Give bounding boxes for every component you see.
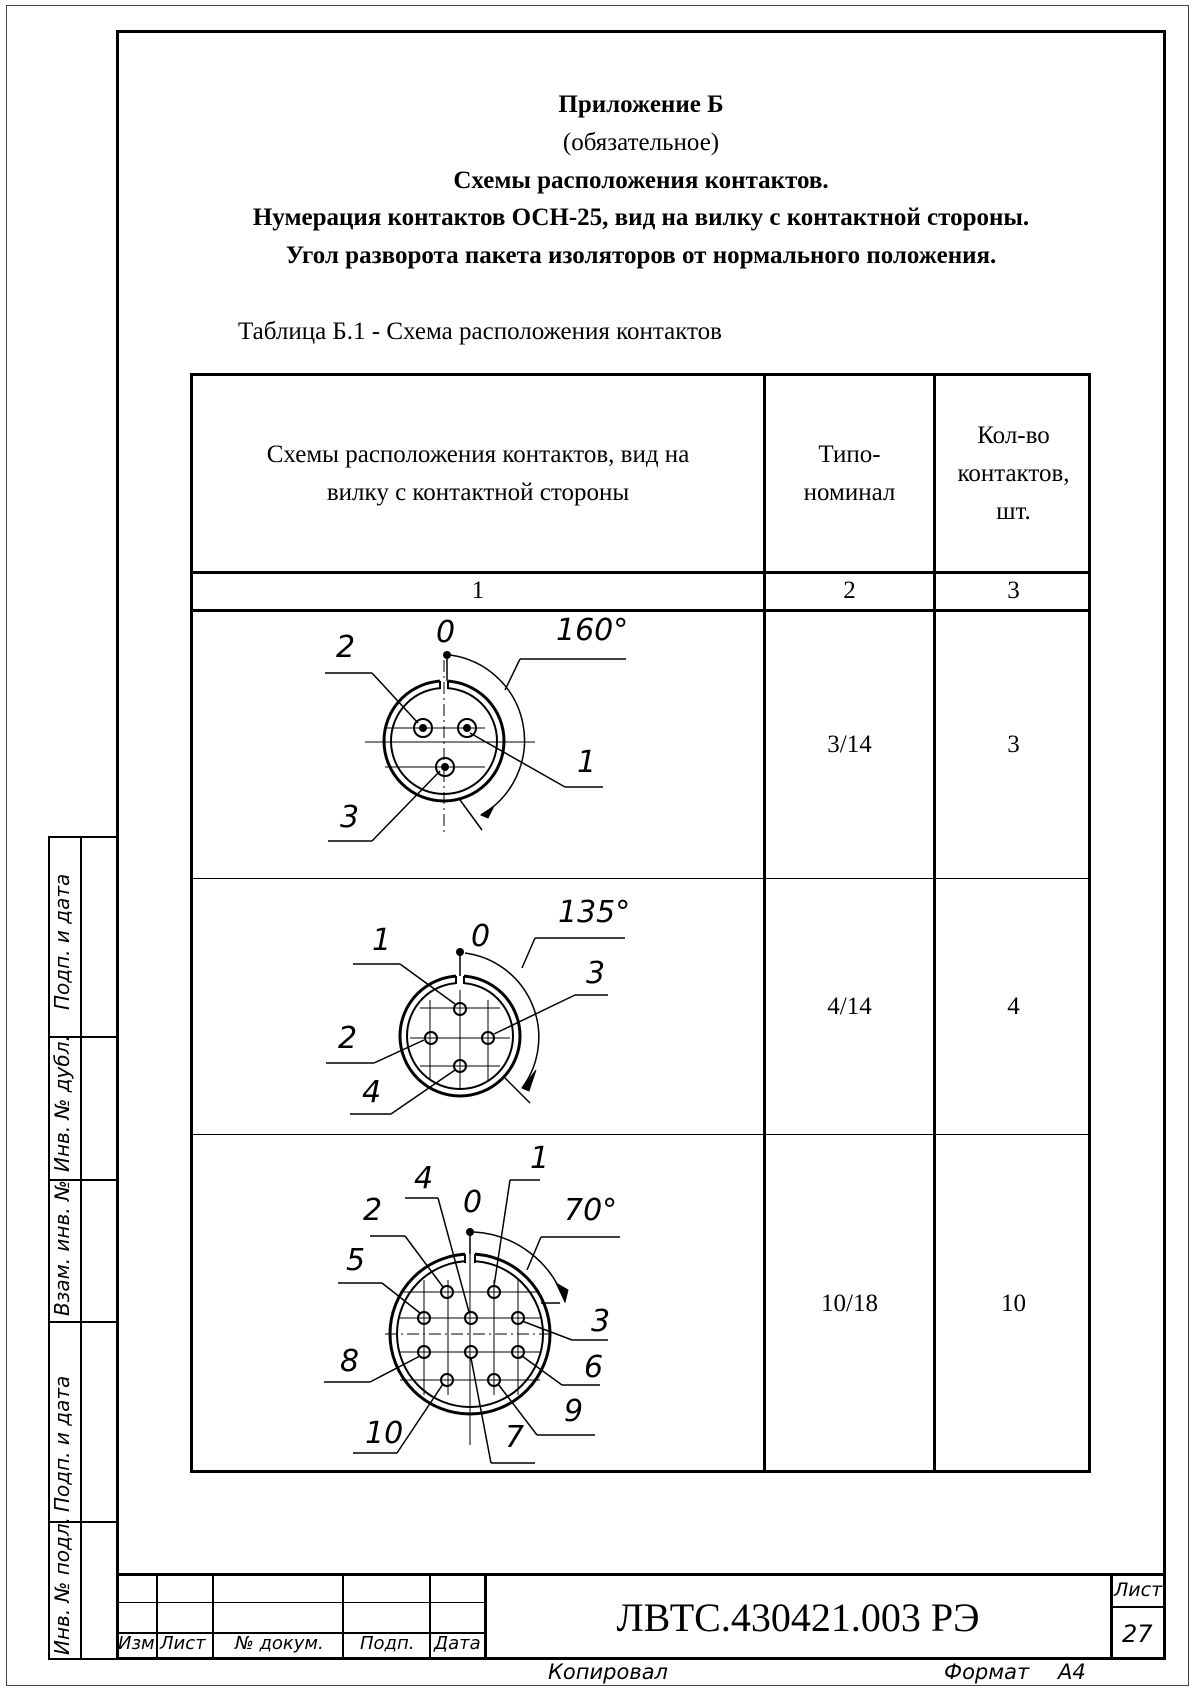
stamp-col-docnum: № докум.	[235, 1633, 324, 1654]
d3-zero-label: 0	[463, 1185, 483, 1220]
d1-contact-3: 3	[340, 800, 360, 835]
row1-count: 3	[1007, 731, 1020, 758]
stamp-col-change: Изм.	[118, 1633, 161, 1654]
column-number-2: 2	[843, 577, 856, 604]
heading-line-1: Схемы расположения контактов.	[453, 167, 829, 194]
d2-angle-label: 135°	[558, 895, 631, 930]
format-label: Формат	[944, 1660, 1030, 1684]
column-number-3: 3	[1007, 577, 1020, 604]
d1-zero-label: 0	[436, 615, 456, 650]
row1-type: 3/14	[827, 731, 872, 758]
side-label-dupl: Инв. № дубл.	[50, 1035, 74, 1172]
appendix-subtitle: (обязательное)	[562, 129, 720, 156]
d3-contact-6: 6	[584, 1350, 604, 1385]
d2-contact-2: 2	[338, 1021, 358, 1056]
d2-contact-3: 3	[586, 956, 606, 991]
sheet-number: 27	[1122, 1620, 1153, 1648]
d2-contact-4: 4	[362, 1075, 382, 1110]
sheet-label: Лист	[1114, 1579, 1163, 1601]
header-scheme: Схемы расположения контактов, вид на вилку с контактной стороны	[266, 440, 690, 506]
d1-contact-1: 1	[577, 745, 597, 780]
d3-contact-1: 1	[530, 1141, 550, 1176]
header-type: Типо-номинал	[803, 440, 896, 506]
row3-count: 10	[1001, 1290, 1026, 1317]
stamp-col-date: Дата	[434, 1633, 481, 1654]
d1-angle-label: 160°	[556, 613, 629, 648]
row3-type: 10/18	[821, 1290, 878, 1317]
d3-contact-4: 4	[414, 1161, 434, 1196]
row2-type: 4/14	[827, 992, 872, 1020]
document-code: ЛВТС.430421.003 РЭ	[616, 1595, 980, 1640]
side-label-orig: Инв. № подл.	[50, 1517, 74, 1655]
d3-contact-7: 7	[505, 1420, 525, 1455]
d3-angle-label: 70°	[564, 1193, 618, 1228]
heading-line-3: Угол разворота пакета изоляторов от нормального положения.	[285, 242, 997, 269]
d1-contact-2: 2	[336, 630, 356, 665]
side-label-sign-date-2: Подп. и дата	[50, 1375, 74, 1512]
d3-contact-10: 10	[365, 1416, 404, 1451]
d3-contact-8: 8	[340, 1344, 360, 1379]
format-value: А4	[1058, 1660, 1086, 1684]
d3-contact-5: 5	[346, 1243, 366, 1278]
d3-contact-3: 3	[591, 1304, 611, 1339]
heading-line-2: Нумерация контактов ОСН-25, вид на вилку с контактной стороны.	[252, 204, 1030, 231]
copied-label: Копировал	[548, 1660, 668, 1684]
table-caption: Таблица Б.1 - Схема расположения контактов	[238, 318, 722, 345]
appendix-title: Приложение Б	[558, 91, 724, 118]
side-label-sign-date: Подп. и дата	[50, 873, 74, 1010]
column-number-1: 1	[471, 577, 485, 604]
row2-count: 4	[1007, 992, 1020, 1020]
d2-contact-1: 1	[372, 923, 392, 958]
stamp-col-sheet: Лист	[160, 1633, 206, 1654]
stamp-col-sign: Подп.	[360, 1633, 415, 1654]
header-count: Кол-во контактов, шт.	[957, 421, 1070, 525]
side-label-repl: Взам. инв. №	[50, 1180, 74, 1316]
d2-zero-label: 0	[471, 919, 491, 954]
d3-contact-9: 9	[564, 1394, 584, 1429]
d3-contact-2: 2	[363, 1193, 383, 1228]
